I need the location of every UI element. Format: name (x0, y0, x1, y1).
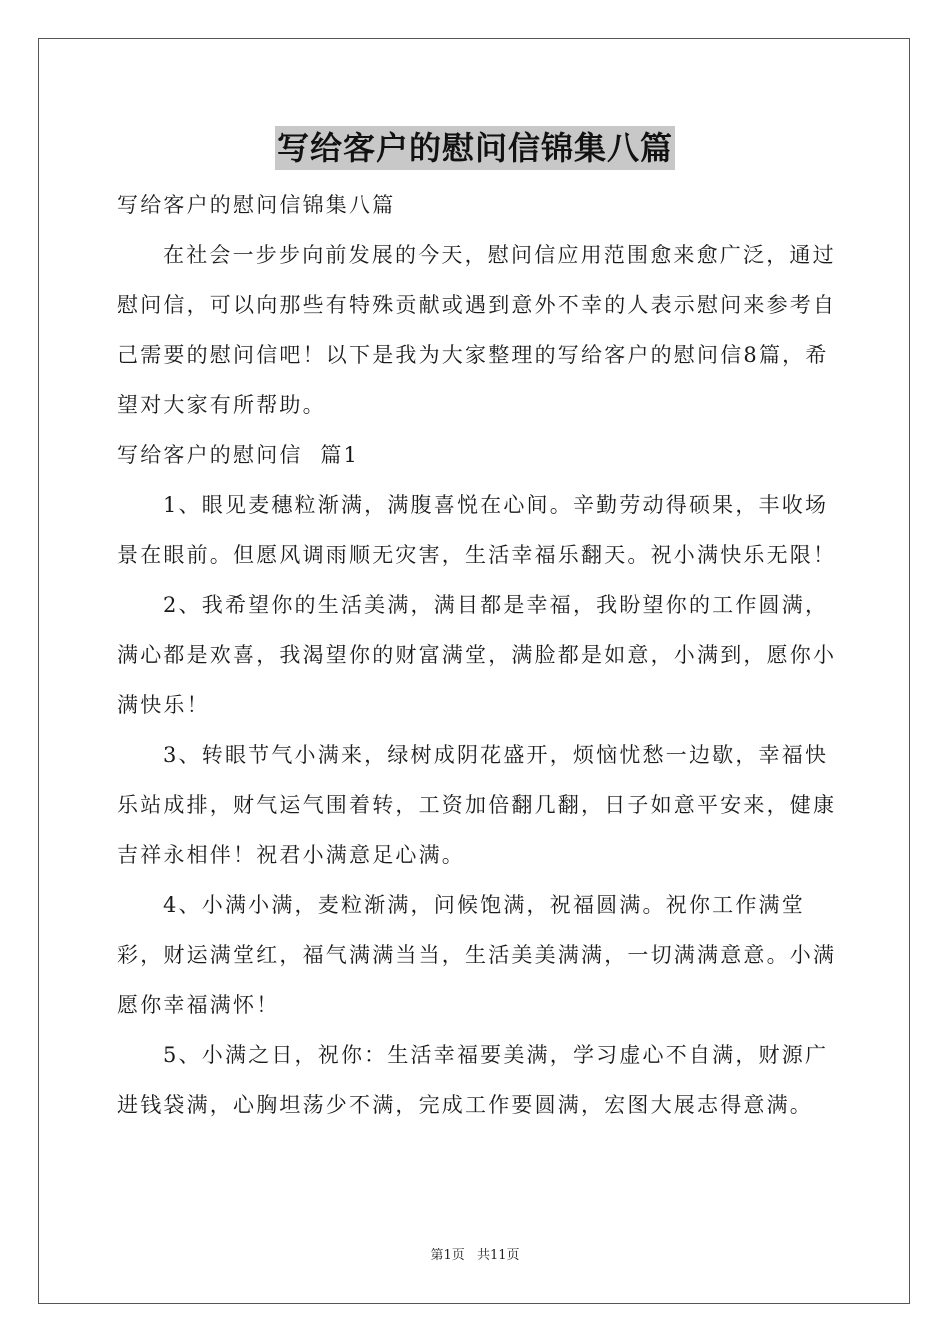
paragraph-2: 2、我希望你的生活美满，满目都是幸福，我盼望你的工作圆满，满心都是欢喜，我渴望你的财富满堂，满脸都是如意，小满到，愿你小满快乐！ (117, 593, 837, 717)
page-total: 共11页 (476, 1248, 520, 1263)
paragraph-5: 5、小满之日，祝你：生活幸福要美满，学习虚心不自满，财源广进钱袋满，心胸坦荡少不满，完成工作要圆满，宏图大展志得意满。 (117, 1043, 829, 1117)
page-footer (0, 1246, 950, 1266)
document-body (117, 180, 837, 1130)
intro-paragraph: 在社会一步步向前发展的今天，慰问信应用范围愈来愈广泛，通过慰问信，可以向那些有特殊贡献或遇到意外不幸的人表示慰问来参考自己需要的慰问信吧！以下是我为大家整理的写给客户的慰问信8篇，希望对大家有所帮助。 (117, 243, 837, 417)
document-subtitle: 写给客户的慰问信锦集八篇 (117, 193, 396, 217)
paragraph-3: 3、转眼节气小满来，绿树成阴花盛开，烦恼忧愁一边歇，幸福快乐站成排，财气运气围着转，工资加倍翻几翻，日子如意平安来，健康吉祥永相伴！祝君小满意足心满。 (117, 743, 837, 867)
title-container (0, 126, 950, 170)
section-heading: 写给客户的慰问信 篇1 (117, 443, 360, 467)
document-title: 写给客户的慰问信锦集八篇 (275, 126, 675, 170)
paragraph-4: 4、小满小满，麦粒渐满，问候饱满，祝福圆满。祝你工作满堂彩，财运满堂红，福气满满当当，生活美美满满，一切满满意意。小满愿你幸福满怀！ (117, 893, 837, 1017)
page-number: 第1页 (430, 1248, 465, 1263)
paragraph-1: 1、眼见麦穗粒渐满，满腹喜悦在心间。辛勤劳动得硕果，丰收场景在眼前。但愿风调雨顺无灾害，生活幸福乐翻天。祝小满快乐无限！ (117, 493, 837, 567)
